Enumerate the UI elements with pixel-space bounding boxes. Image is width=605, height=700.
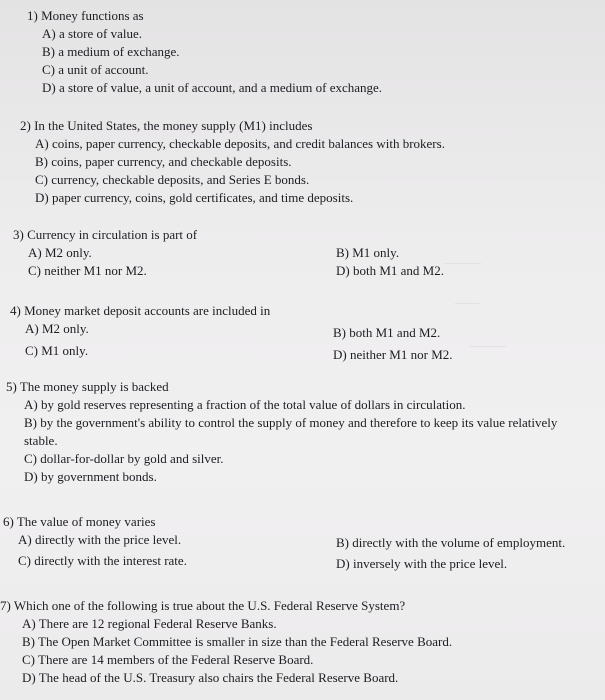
option-c: C) dollar-for-dollar by gold and silver.	[24, 451, 224, 466]
option-b: B) M1 only.	[336, 245, 400, 260]
option-b: B) both M1 and M2.	[333, 325, 441, 340]
show-through-mark: ———	[470, 338, 506, 352]
option-d: D) a store of value, a unit of account, and a medium of exchange.	[42, 80, 383, 95]
option-a: A) by gold reserves representing a fraction of the total value of dollars in circulation.	[24, 397, 466, 412]
question-stem: 1) Money functions as	[27, 8, 144, 23]
option-a: A) directly with the price level.	[18, 532, 182, 547]
option-d: D) by government bonds.	[24, 469, 157, 484]
option-b: B) by the government's ability to control the supply of money and therefore to keep its value relatively stable.	[24, 415, 558, 448]
option-d: D) inversely with the price level.	[336, 556, 508, 571]
question-6	[3, 513, 565, 573]
option-c: C) currency, checkable deposits, and Series E bonds.	[35, 172, 310, 187]
option-d: D) paper currency, coins, gold certificates, and time deposits.	[35, 190, 354, 205]
question-7	[0, 597, 452, 687]
option-a: A) coins, paper currency, checkable deposits, and credit balances with brokers.	[35, 136, 445, 151]
question-1	[27, 7, 382, 97]
option-a: A) There are 12 regional Federal Reserve Banks.	[22, 616, 277, 631]
question-stem: 5) The money supply is backed	[6, 379, 169, 394]
option-a: A) a store of value.	[42, 26, 142, 41]
option-a: A) M2 only.	[28, 245, 92, 260]
option-c: C) directly with the interest rate.	[18, 553, 187, 568]
option-b: B) coins, paper currency, and checkable deposits.	[35, 154, 292, 169]
option-d: D) neither M1 nor M2.	[333, 347, 453, 362]
option-d: D) both M1 and M2.	[336, 263, 444, 278]
question-2	[20, 117, 445, 207]
question-stem: 6) The value of money varies	[3, 514, 156, 529]
show-through-mark: ———	[445, 255, 481, 269]
option-c: C) neither M1 nor M2.	[28, 263, 147, 278]
question-stem: 4) Money market deposit accounts are included in	[10, 303, 271, 318]
option-c: C) a unit of account.	[42, 62, 149, 77]
question-stem: 3) Currency in circulation is part of	[13, 227, 198, 242]
option-b: B) a medium of exchange.	[42, 44, 180, 59]
show-through-mark: ——	[455, 295, 479, 309]
question-4	[10, 302, 453, 364]
option-b: B) The Open Market Committee is smaller in size than the Federal Reserve Board.	[22, 634, 453, 649]
option-b: B) directly with the volume of employment.	[336, 535, 566, 550]
option-d: D) The head of the U.S. Treasury also chairs the Federal Reserve Board.	[22, 670, 399, 685]
option-c: C) There are 14 members of the Federal Reserve Board.	[22, 652, 314, 667]
question-5	[6, 378, 589, 486]
option-a: A) M2 only.	[25, 321, 89, 336]
question-stem: 2) In the United States, the money supply (M1) includes	[20, 118, 313, 133]
question-3	[13, 226, 444, 280]
option-c: C) M1 only.	[25, 343, 89, 358]
question-stem: 7) Which one of the following is true about the U.S. Federal Reserve System?	[0, 598, 406, 613]
